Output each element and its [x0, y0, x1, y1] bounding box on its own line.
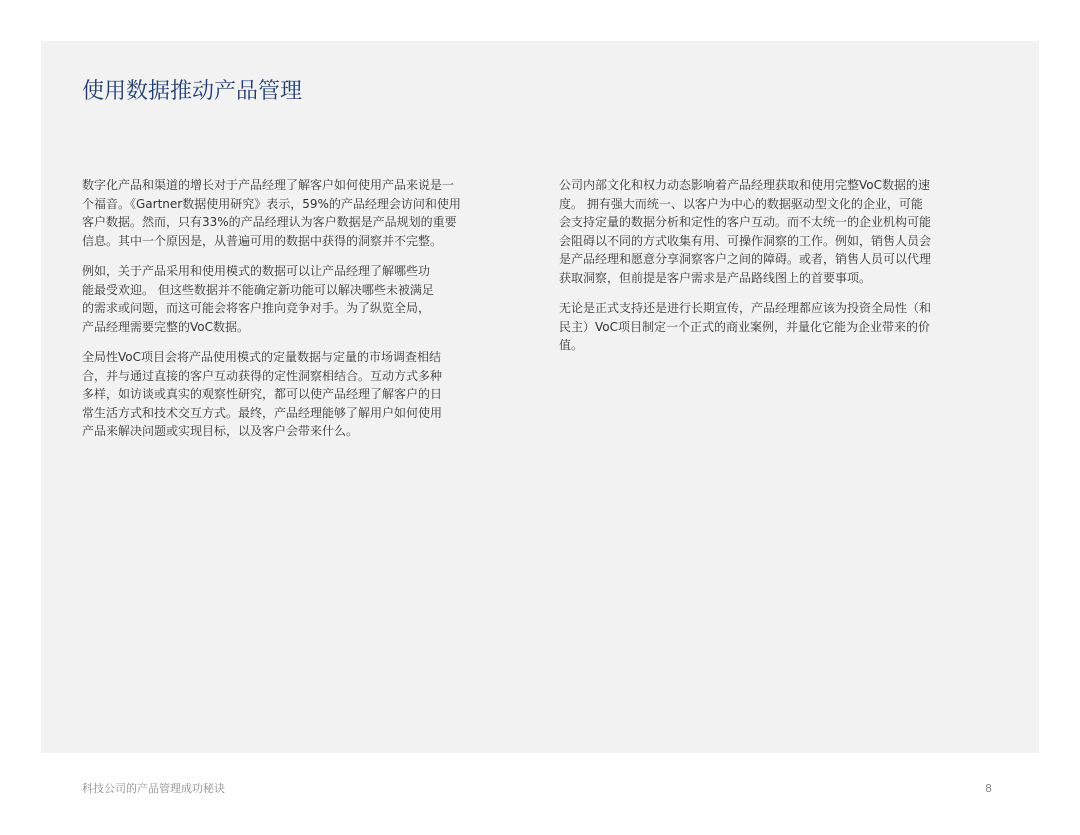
text-line: 度。 拥有强大而统一、以客户为中心的数据驱动型文化的企业，可能 [559, 196, 923, 211]
paragraph-5 [559, 299, 987, 355]
paragraph-3 [82, 348, 512, 441]
text-line: 例如，关于产品采用和使用模式的数据可以让产品经理了解哪些功 [82, 264, 431, 278]
text-line: 产品来解决问题或实现目标，以及客户会带来什么。 [82, 424, 359, 438]
page-number: 8 [985, 782, 992, 795]
text-line: 信息。其中一个原因是，从普遍可用的数据中获得的洞察并不完整。 [82, 233, 443, 248]
right-column [559, 176, 987, 367]
text-line: 客户数据。然而，只有33%的产品经理认为客户数据是产品规划的重要 [82, 215, 457, 229]
paragraph-2 [82, 262, 512, 336]
text-line: 会支持定量的数据分析和定性的客户互动。而不太统一的企业机构可能 [559, 215, 932, 229]
text-line: 的需求或问题，而这可能会将客户推向竞争对手。为了纵览全局， [82, 301, 431, 315]
text-line: 合，并与通过直接的客户互动获得的定性洞察相结合。互动方式多种 [82, 368, 443, 383]
text-line: 公司内部文化和权力动态影响着产品经理获取和使用完整VoC数据的速 [559, 178, 931, 192]
text-line: 是产品经理和愿意分享洞察客户之间的障碍。或者，销售人员可以代理 [559, 252, 932, 266]
text-line: 值。 [559, 338, 584, 352]
paragraph-4 [559, 176, 987, 287]
text-line: 常生活方式和技术交互方式。最终，产品经理能够了解用户如何使用 [82, 405, 443, 420]
text-line: 产品经理需要完整的VoC数据。 [82, 319, 249, 334]
text-line: 会阻碍以不同的方式收集有用、可操作洞察的工作。例如，销售人员会 [559, 233, 932, 248]
text-line: 能最受欢迎。 但这些数据并不能确定新功能可以解决哪些未被满足 [82, 282, 434, 297]
text-line: 获取洞察，但前提是客户需求是产品路线图上的首要事项。 [559, 270, 872, 285]
text-line: 全局性VoC项目会将产品使用模式的定量数据与定量的市场调查相结 [82, 350, 442, 364]
footer-document-title: 科技公司的产品管理成功秘诀 [82, 782, 225, 795]
text-line: 个福音。《Gartner数据使用研究》表示，59%的产品经理会访问和使用 [82, 196, 461, 211]
page-title: 使用数据推动产品管理 [82, 79, 303, 104]
text-line: 数字化产品和渠道的增长对于产品经理了解客户如何使用产品来说是一 [82, 178, 455, 192]
text-line: 多样，如访谈或真实的观察性研究，都可以使产品经理了解客户的日 [82, 387, 443, 401]
left-column [82, 176, 512, 453]
text-line: 无论是正式支持还是进行长期宣传，产品经理都应该为投资全局性（和 [559, 301, 932, 315]
paragraph-1 [82, 176, 512, 250]
text-line: 民主）VoC项目制定一个正式的商业案例，并量化它能为企业带来的价 [559, 319, 931, 334]
